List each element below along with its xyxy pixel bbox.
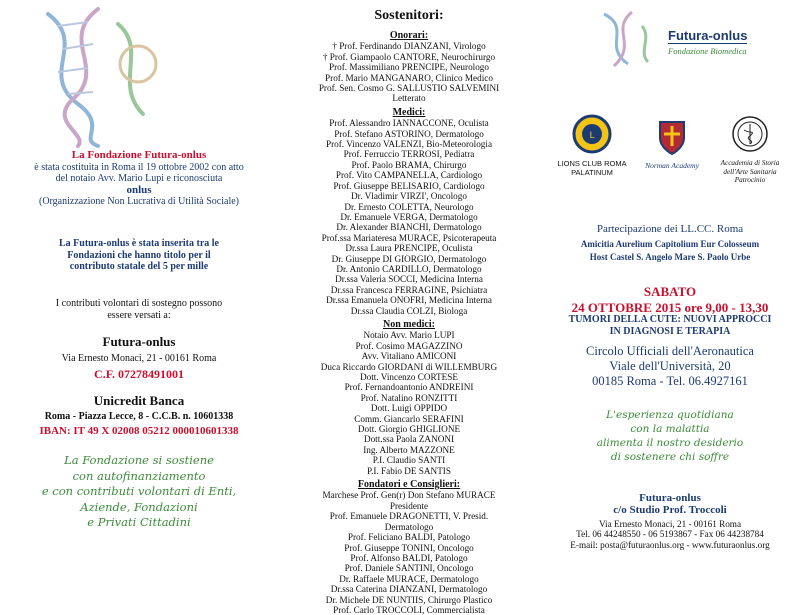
sponsor-line: † Prof. Giampaolo CANTORE, Neurochirurgo <box>322 51 496 62</box>
sponsor-line: Prof. Giuseppe BELISARIO, Cardiologo <box>333 180 485 191</box>
venue-line-3: 00185 Roma - Tel. 06.4927161 <box>592 374 748 388</box>
seal-icon <box>730 114 770 154</box>
iban: IBAN: IT 49 X 02008 05212 000010601338 <box>39 424 239 437</box>
contrib-text-1: I contributi volontari di sostegno possono <box>55 298 223 309</box>
tax-code: C.F. 07278491001 <box>94 366 184 381</box>
logo-subtitle: Fondazione Biomedica <box>668 46 747 56</box>
sponsor-line: Dr. Emanuele VERGA, Dermatologo <box>340 211 478 222</box>
sponsor-line: Prof. Ferruccio TERROSI, Pediatra <box>343 149 475 160</box>
participation-line-2: Host Castel S. Angelo Mare S. Paolo Urbe <box>589 252 751 262</box>
motto-block <box>0 453 278 531</box>
quote-line-4: di sostenere chi soffre <box>610 451 730 463</box>
crest-icon <box>652 116 692 156</box>
sponsor-line: Dr.ssa Francesca FERRAGINE, Psichiatra <box>330 284 488 295</box>
quote-block <box>540 408 800 464</box>
topic-line-2: IN DIAGNOSI E TERAPIA <box>609 326 731 337</box>
sponsor-line: Dermatologo <box>384 521 434 532</box>
foundation-block <box>0 150 278 208</box>
date-block <box>540 284 800 316</box>
sponsor-line: Notaio Avv. Mario LUPI <box>363 330 455 341</box>
registry-block <box>0 238 278 273</box>
sponsor-line: † Prof. Ferdinando DIANZANI, Virologo <box>332 41 486 52</box>
sponsor-line: Prof. Vincenzo VALENZI, Bio-Meteorologia <box>325 139 493 150</box>
sponsor-line: P.I. Claudio SANTI <box>372 455 446 466</box>
quote-line-1: L'esperienza quotidiana <box>606 409 734 421</box>
motto-line-3: e con contributi volontari di Enti, <box>41 484 237 498</box>
bank-name: Unicredit Banca <box>93 393 185 408</box>
foundation-title: La Fondazione Futura-onlus <box>71 149 207 161</box>
onlus-label: onlus <box>126 183 152 196</box>
contrib-text-2: essere versati a: <box>107 309 171 321</box>
sponsor-line: Prof. Giuseppe TONINI, Oncologo <box>344 542 474 553</box>
sponsor-line: Ing. Alberto MAZZONE <box>363 444 455 455</box>
sponsor-line: Dr.ssa Claudia COLZI, Biologa <box>350 305 468 316</box>
lions-logo <box>556 114 628 177</box>
sponsor-line: Prof. Vito CAMPANELLA, Cardiologo <box>335 170 483 181</box>
sponsors-panel <box>278 0 540 615</box>
sponsor-line: Prof. Emanuele DRAGONETTI, V. Presid. <box>329 511 489 522</box>
sponsor-line: Dr.ssa Valeria SOCCI, Medicina Interna <box>335 274 483 285</box>
foundation-text-2: del notaio Avv. Mario Lupi e riconosciuta <box>55 173 223 184</box>
sponsor-line: Marchese Prof. Gen(r) Don Stefano MURACE <box>322 490 496 501</box>
sponsor-line: Prof. Carlo TROCCOLI, Commercialista <box>333 604 485 615</box>
sponsor-line: Dott.ssa Paola ZANONI <box>363 434 455 445</box>
motto-line-2: con autofinanziamento <box>72 468 206 483</box>
venue-line-1: Circolo Ufficiali dell'Aeronautica <box>586 344 754 358</box>
sponsor-line: Prof.ssa Mariateresa MURACE, Psicoterapeuta <box>321 232 497 243</box>
quote-line-3: alimenta il nostro desiderio <box>596 437 744 449</box>
sponsor-line: P.I. Fabio DE SANTIS <box>367 465 451 476</box>
contact-block <box>540 492 800 550</box>
sponsors-title: Sostenitori: <box>374 8 444 23</box>
sponsor-line: Dott. Giorgio GHIGLIONE <box>357 424 461 435</box>
participation-line-1: Amicitia Aurelium Capitolium Eur Colosseum <box>580 238 760 249</box>
futura-logo-text <box>668 28 747 56</box>
sponsor-line: Dr. Giuseppe DI GIORGIO, Dermatologo <box>331 253 487 264</box>
section-heading: Non medici: <box>383 318 435 330</box>
registry-text-2: Fondazioni che hanno titolo per il <box>67 249 211 261</box>
sponsor-line: Prof. Stefano ASTORINO, Dermatologo <box>334 128 484 139</box>
section-heading: Fondatori e Consiglieri: <box>357 479 461 491</box>
dna-logo-icon <box>18 4 178 149</box>
sponsor-line: Prof. Mario MANGANARO, Clinico Medico <box>325 72 493 83</box>
motto-line-1: La Fondazione si sostiene <box>64 453 214 467</box>
org-address: Via Ernesto Monaci, 21 - 00161 Roma <box>61 353 217 364</box>
topic-block <box>540 314 800 338</box>
sponsor-line: Dr. Michele DE NUNTIIS, Chirurgo Plastico <box>325 594 493 605</box>
participation-block <box>540 224 800 264</box>
sponsor-line: Dott. Luigi OPPIDO <box>370 403 448 414</box>
section-heading: Medici: <box>392 106 426 118</box>
venue-block <box>540 344 800 389</box>
sponsor-line: Letterato <box>392 93 426 104</box>
lions-emblem-icon <box>572 114 612 154</box>
contact-name: Futura-onlus <box>639 492 701 504</box>
event-day: SABATO <box>643 284 697 299</box>
section-heading: Onorari: <box>389 30 429 41</box>
sponsor-line: Prof. Alessandro IANNACCONE, Oculista <box>329 118 489 129</box>
bank-block <box>0 393 278 437</box>
sponsor-line: Prof. Massimiliano PRENCIPE, Neurologo <box>328 62 489 73</box>
sponsor-line: Duca Riccardo GIORDANI di WILLEMBURG <box>320 361 498 372</box>
bank-address: Roma - Piazza Lecce, 8 - C.C.B. n. 10601338 <box>44 411 234 422</box>
sponsor-line: Presidente <box>389 500 429 511</box>
sponsor-line: Dr. Raffaele MURACE, Dermatologo <box>339 573 479 584</box>
sponsor-line: Dr. Alexander BIANCHI, Dermatologo <box>336 222 482 233</box>
sponsor-line: Dr. Ernesto COLETTA, Neurologo <box>344 201 474 212</box>
quote-line-2: con la malattia <box>630 423 710 435</box>
sponsor-line: Dott. Vincenzo CORTESE <box>360 372 458 382</box>
sponsor-line: Dr. Antonio CARDILLO, Dermatologo <box>336 263 482 274</box>
foundation-text-1: è stata costituita in Roma il 19 ottobre 2002 con atto <box>34 161 244 173</box>
academy-logo <box>714 114 786 185</box>
sponsor-line: Prof. Cosimo MAGAZZINO <box>355 340 463 351</box>
sponsor-line: Comm. Giancarlo SERAFINI <box>354 413 464 424</box>
motto-line-5: e Privati Cittadini <box>87 515 191 529</box>
sponsor-line: Prof. Feliciano BALDI, Patologo <box>347 532 471 543</box>
contact-sub: c/o Studio Prof. Troccoli <box>613 504 727 516</box>
logo-name: Futura-onlus <box>668 28 748 43</box>
participation-title: Partecipazione dei LL.CC. Roma <box>596 223 744 235</box>
norman-label: Norman Academy <box>645 161 699 170</box>
contrib-block <box>0 298 278 321</box>
sponsor-line: Prof. Sen. Cosmo G. SALLUSTIO SALVEMINI <box>318 83 500 94</box>
svg-text:L: L <box>589 131 595 141</box>
sponsor-line: Prof. Daniele SANTINI, Oncologo <box>344 563 474 574</box>
venue-line-2: Viale dell'Università, 20 <box>609 359 731 373</box>
futura-logo-icon <box>592 8 658 72</box>
event-panel <box>540 0 800 563</box>
motto-line-4: Aziende, Fondazioni <box>80 499 198 514</box>
contact-tel: Tel. 06 44248550 - 06 5193867 - Fax 06 44238784 <box>576 529 764 540</box>
sponsor-line: Avv. Vitaliano AMICONI <box>361 351 457 362</box>
topic-line-1: TUMORI DELLA CUTE: NUOVI APPROCCI <box>568 314 772 325</box>
contact-email[interactable]: E-mail: posta@futuraonlus.org - www.futuraonlus.org <box>570 539 770 550</box>
contact-address: Via Ernesto Monaci, 21 - 00161 Roma <box>598 519 742 529</box>
sponsor-line: Dr.ssa Emanuela ONOFRI, Medicina Interna <box>326 295 492 306</box>
left-panel <box>0 0 278 563</box>
sponsor-line: Dr. Vladimir VIRZI', Oncologo <box>351 191 467 202</box>
sponsor-line: Prof. Paolo BRAMA, Chirurgo <box>351 159 467 170</box>
sponsor-line: Prof. Fernandoantonio ANDREINI <box>344 382 474 393</box>
registry-text-1: La Futura-onlus è stata inserita tra le <box>59 238 219 249</box>
sponsor-line: Prof. Natalino RONZITTI <box>360 392 458 403</box>
norman-logo <box>644 116 700 170</box>
registry-text-3: contributo statale del 5 per mille <box>69 261 209 272</box>
org-name: Futura-onlus <box>102 334 176 349</box>
org-block <box>0 334 278 382</box>
sponsor-line: Prof. Alfonso BALDI, Patologo <box>350 552 468 563</box>
onlus-description: (Organizzazione Non Lucrativa di Utilità Sociale) <box>38 196 239 207</box>
event-date-time: 24 OTTOBRE 2015 ore 9,00 - 13,30 <box>571 300 769 315</box>
academy-label: Accademia di Storia dell'Arte Sanitaria Patrocinio <box>720 159 780 185</box>
sponsor-line: Dr.ssa Laura PRENCIPE, Oculista <box>345 243 473 254</box>
sponsor-line: Dr.ssa Caterina DIANZANI, Dermatologo <box>330 584 488 595</box>
lions-label: LIONS CLUB ROMA PALATINUM <box>557 159 627 177</box>
sponsors-sections <box>278 31 540 615</box>
